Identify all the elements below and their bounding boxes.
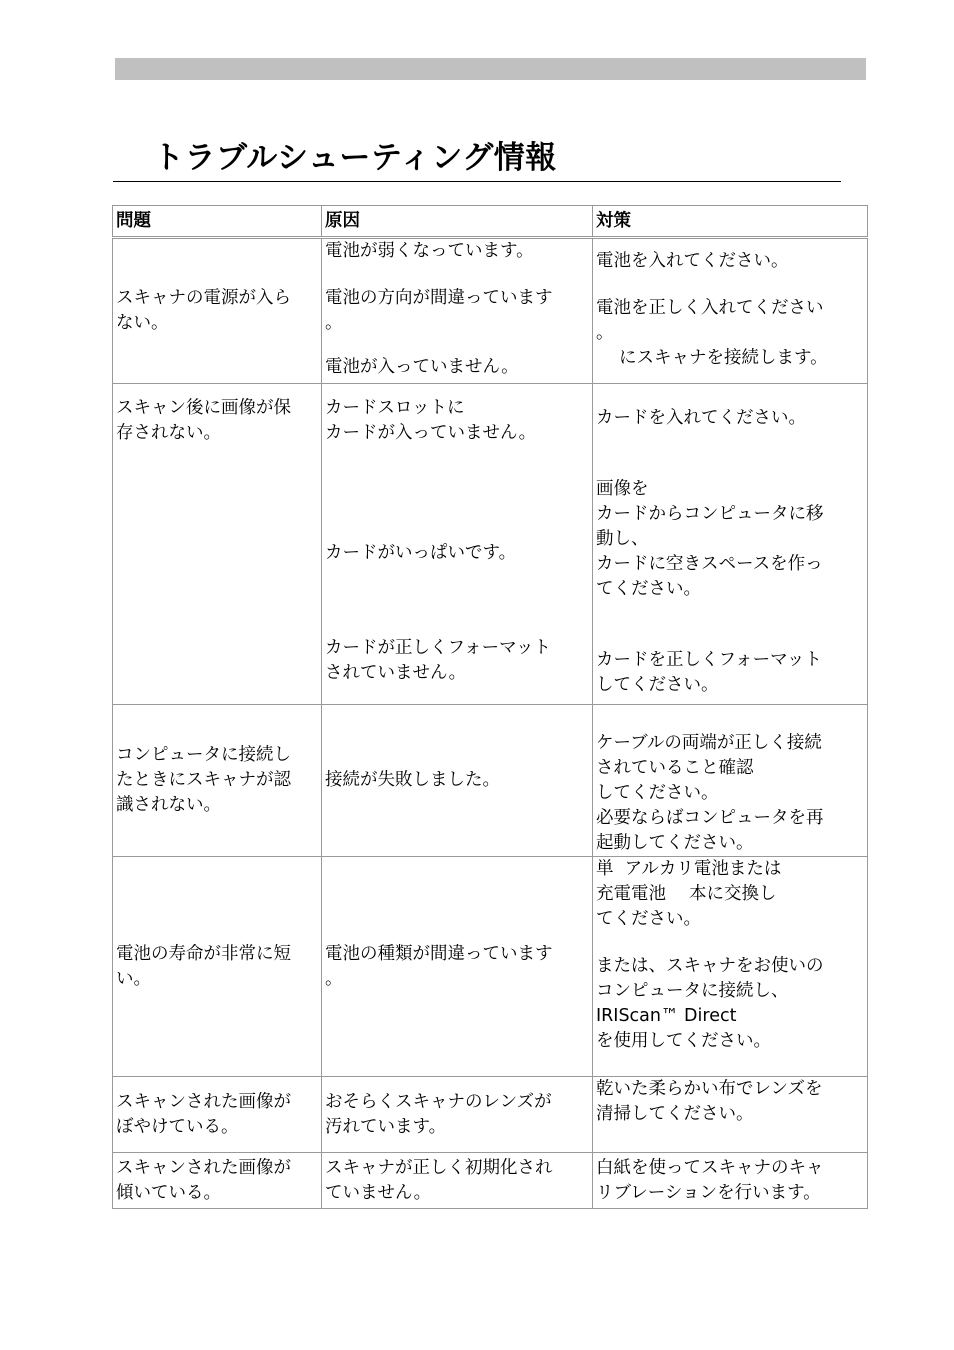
problem-text: たときにスキャナが認: [116, 770, 291, 790]
solution-text: 電池を入れてください。: [595, 251, 789, 271]
cause-text: ていません。: [325, 1182, 432, 1203]
problem-text: コンピュータに接続し: [116, 745, 291, 765]
solution-text: 電池を正しく入れてください: [595, 298, 824, 318]
problem-text: 識されない。: [116, 795, 221, 815]
problem-text: スキャンされた画像が: [116, 1157, 291, 1178]
table-row: [113, 238, 868, 384]
solution-text: 充電電池 本に交換し: [595, 884, 777, 904]
problem-text: 傾いている。: [116, 1182, 221, 1203]
solution-text: または、スキャナをお使いの: [595, 956, 824, 976]
solution-text: カードを入れてください。: [595, 408, 806, 428]
problem-cell: [113, 857, 322, 1077]
cause-text: 電池が入っていません。: [325, 357, 519, 377]
solution-text: を使用してください。: [595, 1031, 771, 1051]
solution-text: てください。: [595, 909, 701, 929]
solution-text: 単 アルカリ電池または: [595, 859, 782, 879]
cause-text: カードが正しくフォーマット: [325, 638, 551, 658]
solution-text: 清掃してください。: [595, 1104, 754, 1124]
cause-text: 電池の種類が間違っています: [325, 943, 553, 964]
cause-text: スキャナが正しく初期化され: [325, 1157, 553, 1178]
solution-cell: [592, 384, 867, 705]
header-solution: 対策: [592, 206, 867, 238]
solution-text: してください。: [595, 783, 719, 803]
cause-cell: [322, 1077, 593, 1153]
problem-text: スキャンされた画像が: [116, 1091, 291, 1112]
solution-text: てください。: [595, 579, 701, 599]
cause-text: 。: [325, 313, 343, 333]
solution-text: 。: [595, 323, 614, 343]
solution-cell: [592, 1153, 867, 1209]
problem-text: 電池の寿命が非常に短: [116, 943, 291, 964]
table-row: [113, 1077, 868, 1153]
solution-text: 乾いた柔らかい布でレンズを: [595, 1079, 823, 1099]
solution-text: IRIScan™ Direct: [595, 1006, 737, 1026]
cause-text: カードスロットに: [325, 398, 465, 418]
solution-text: カードを正しくフォーマット: [595, 650, 822, 670]
cause-text: おそらくスキャナのレンズが: [325, 1091, 552, 1112]
solution-cell: [592, 238, 867, 384]
solution-text: 動し、: [595, 529, 649, 549]
header-bar: [115, 58, 866, 80]
solution-text: されていること確認: [595, 758, 754, 778]
table-row: [113, 705, 868, 857]
troubleshooting-table: [112, 205, 868, 1209]
problem-cell: [113, 1153, 322, 1209]
cause-cell: [322, 1153, 593, 1209]
header-cause: 原因: [322, 206, 593, 238]
solution-cell: [592, 857, 867, 1077]
cause-text: 接続が失敗しました。: [325, 770, 501, 790]
solution-text: 必要ならばコンピュータを再: [595, 808, 824, 828]
problem-text: い。: [116, 968, 151, 989]
table-row: [113, 1153, 868, 1209]
problem-text: ぼやけている。: [116, 1116, 239, 1137]
problem-text: 存されない。: [116, 423, 221, 443]
problem-text: ない。: [116, 313, 169, 333]
solution-text: ケーブルの両端が正しく接続: [595, 733, 822, 753]
cause-cell: [322, 384, 593, 705]
solution-text: リブレーションを行います。: [595, 1182, 821, 1203]
solution-cell: [592, 705, 867, 857]
page-title: トラブルシューティング情報: [153, 140, 557, 176]
cause-cell: [322, 705, 593, 857]
solution-text: カードからコンピュータに移: [595, 504, 824, 524]
table-row: [113, 384, 868, 705]
solution-text: 画像を: [595, 479, 649, 499]
cause-text: カードが入っていません。: [325, 423, 537, 443]
solution-text: コンピュータに接続し、: [595, 981, 789, 1001]
solution-text: 起動してください。: [595, 833, 754, 853]
cause-text: カードがいっぱいです。: [325, 543, 517, 563]
solution-text: してください。: [595, 675, 719, 695]
table-header-row: [113, 206, 868, 238]
solution-text: にスキャナを接続します。: [595, 348, 828, 368]
problem-text: スキャン後に画像が保: [116, 398, 291, 418]
solution-text: 白紙を使ってスキャナのキャ: [595, 1157, 824, 1178]
problem-cell: [113, 705, 322, 857]
problem-cell: [113, 384, 322, 705]
problem-cell: [113, 1077, 322, 1153]
problem-cell: [113, 238, 322, 384]
solution-text: カードに空きスペースを作っ: [595, 554, 823, 574]
cause-text: 電池が弱くなっています。: [325, 241, 534, 261]
cause-cell: [322, 857, 593, 1077]
solution-cell: [592, 1077, 867, 1153]
problem-text: スキャナの電源が入ら: [116, 288, 291, 308]
cause-text: 。: [325, 968, 343, 989]
cause-text: 汚れています。: [325, 1116, 447, 1137]
cause-text: されていません。: [325, 663, 467, 683]
cause-cell: [322, 238, 593, 384]
header-problem: 問題: [113, 206, 322, 238]
cause-text: 電池の方向が間違っています: [325, 288, 553, 308]
table-row: [113, 857, 868, 1077]
title-underline: [113, 181, 841, 182]
